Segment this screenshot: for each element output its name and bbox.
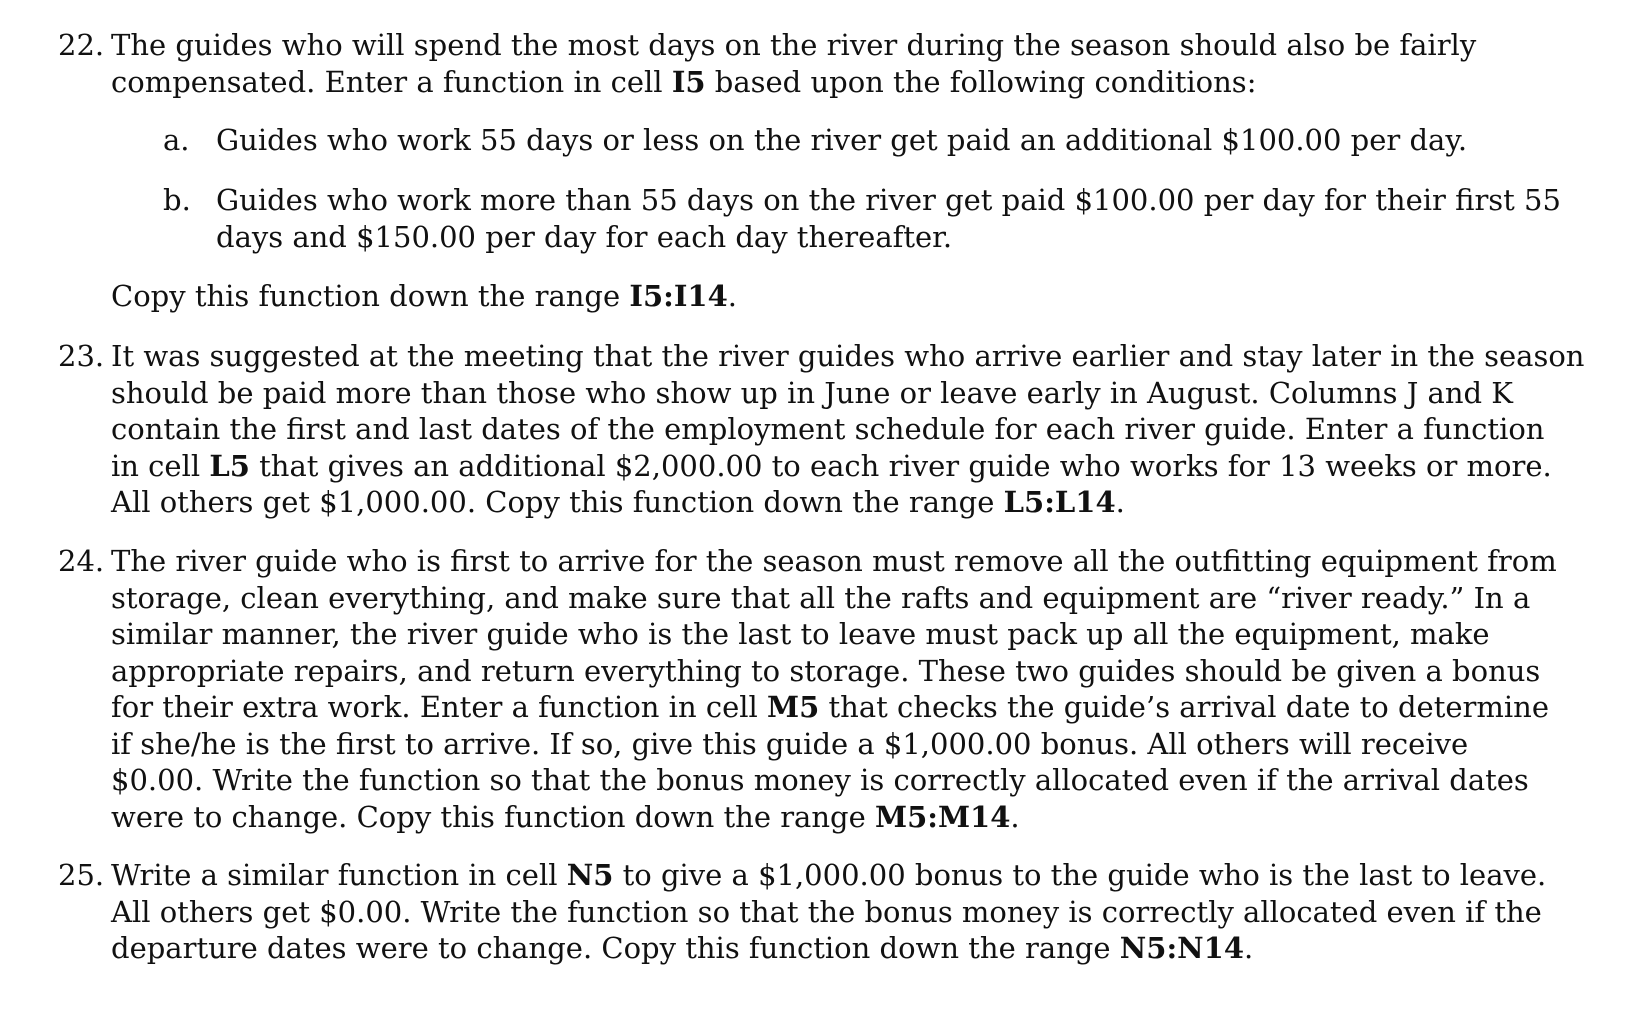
text-line: It was suggested at the meeting that the river guides who arrive earlier and stay later in the season	[111, 339, 1585, 373]
item-text	[111, 857, 1546, 967]
cell-reference: L5	[209, 448, 250, 483]
text-line: compensated. Enter a function in cell I5 based upon the following conditions:	[111, 64, 1257, 99]
item-text	[111, 543, 1557, 835]
text-line: All others get $1,000.00. Copy this function down the range L5:L14.	[111, 485, 1125, 519]
condition-text	[216, 122, 1467, 159]
cell-reference: N5	[566, 858, 614, 892]
text-line: were to change. Copy this function down the range M5:M14.	[111, 799, 1020, 834]
cell-reference: N5:N14	[1119, 931, 1245, 965]
text-line: days and $150.00 per day for each day thereafter.	[216, 219, 953, 254]
text-line: in cell L5 that gives an additional $2,000.00 to each river guide who works for 13 weeks or more.	[111, 448, 1552, 483]
item-number: 23.	[58, 339, 105, 373]
condition-text	[216, 182, 1561, 255]
condition-letter: a.	[163, 123, 190, 157]
text-line: similar manner, the river guide who is the last to leave must pack up all the equipment, make	[111, 617, 1490, 651]
text-line: $0.00. Write the function so that the bonus money is correctly allocated even if the arrival dates	[111, 763, 1529, 797]
text-line: departure dates were to change. Copy this function down the range N5:N14.	[111, 931, 1254, 965]
item-text	[111, 338, 1584, 521]
copy-instruction: Copy this function down the range I5:I14.	[111, 279, 737, 313]
text-line: appropriate repairs, and return everything to storage. These two guides should be given a bonus	[111, 653, 1541, 688]
cell-reference: I5	[671, 64, 706, 99]
text-line: storage, clean everything, and make sure that all the rafts and equipment are “river ready.” In a	[111, 580, 1531, 615]
item-number: 22.	[58, 28, 105, 62]
text-line: contain the first and last dates of the employment schedule for each river guide. Enter a function	[111, 412, 1545, 446]
cell-reference: L5:L14	[1003, 485, 1116, 519]
text-line: The river guide who is first to arrive for the season must remove all the outfitting equipment from	[111, 544, 1557, 578]
text-line: Write a similar function in cell N5 to give a $1,000.00 bonus to the guide who is the last to leave.	[111, 858, 1547, 892]
text-line: for their extra work. Enter a function in cell M5 that checks the guide’s arrival date to determine	[111, 690, 1549, 724]
text-line: should be paid more than those who show up in June or leave early in August. Columns J and K	[111, 375, 1513, 410]
text-line: Guides who work more than 55 days on the river get paid $100.00 per day for their first 55	[216, 183, 1561, 217]
condition-letter: b.	[163, 183, 191, 217]
text-line: All others get $0.00. Write the function so that the bonus money is correctly allocated even if the	[111, 894, 1542, 929]
text-line: if she/he is the first to arrive. If so, give this guide a $1,000.00 bonus. All others will receive	[111, 726, 1469, 761]
text-line: Guides who work 55 days or less on the river get paid an additional $100.00 per day.	[216, 123, 1468, 157]
cell-reference: M5	[767, 690, 820, 724]
cell-reference: M5:M14	[874, 799, 1011, 834]
cell-reference: I5:I14	[629, 279, 728, 313]
item-number: 24.	[58, 544, 105, 578]
item-text	[111, 27, 1476, 100]
item-number: 25.	[58, 858, 105, 892]
text-line: The guides who will spend the most days on the river during the season should also be fairly	[111, 28, 1477, 62]
